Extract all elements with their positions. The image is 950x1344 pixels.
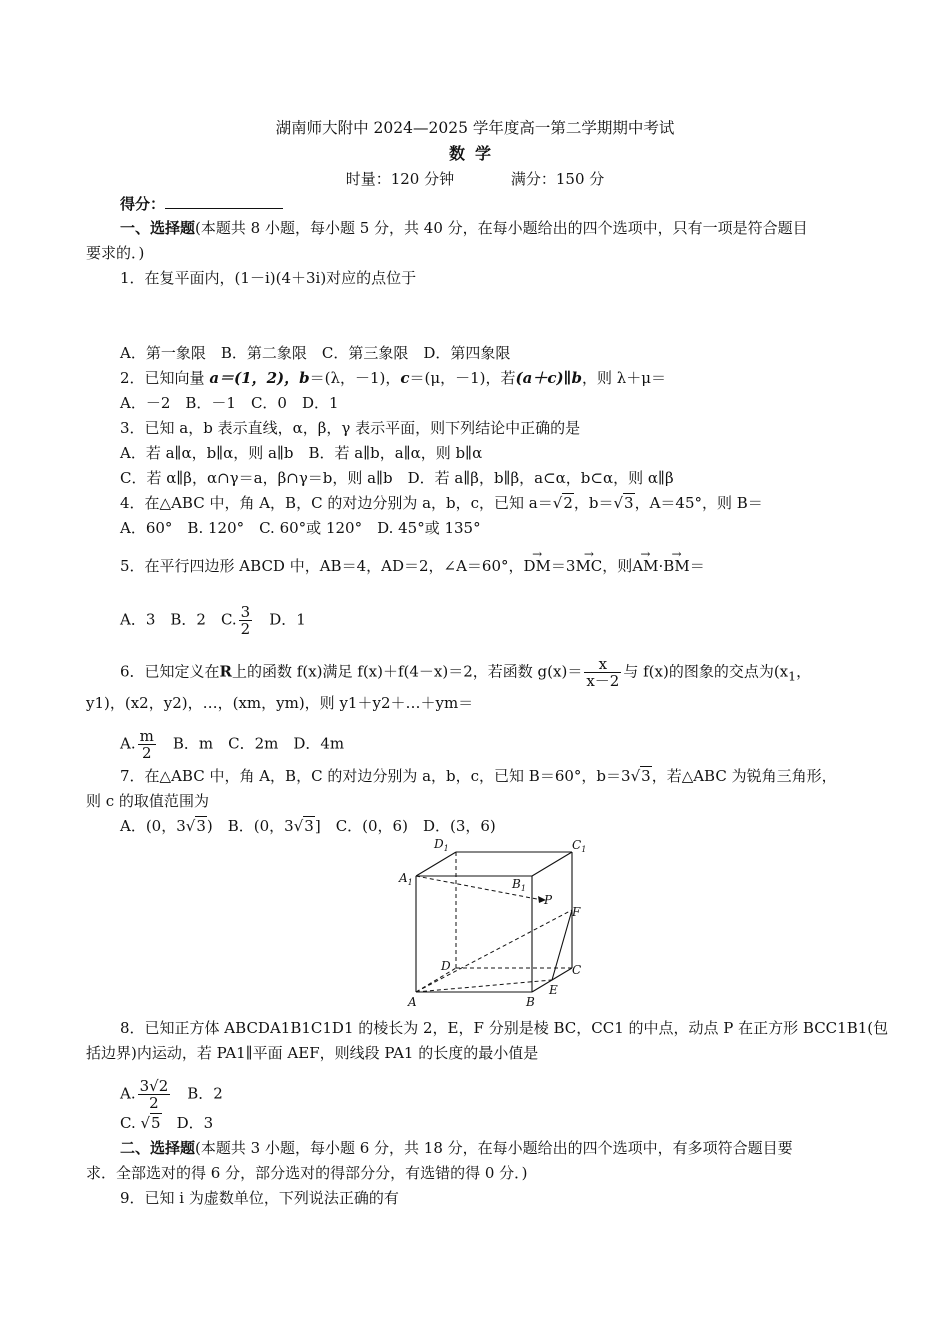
q7-stem: 7．在△ABC 中，角 A，B，C 的对边分别为 a，b，c，已知 B＝60°，b＝3√3，若△ABC 为锐角三角形，	[120, 767, 837, 785]
q7-text-end: ，若△ABC 为锐角三角形，	[651, 767, 837, 785]
q8-options-ab	[120, 1078, 223, 1111]
label-d: D	[441, 959, 451, 973]
q8-opt-a: A.	[120, 1084, 136, 1103]
frac-num: 3	[240, 603, 251, 621]
q3-options-cd: C．若 α∥β，α∩γ＝a，β∩γ＝b，则 a∥b D．若 a∥β，b∥β，a⊂α，b⊂α，则 α∥β	[120, 469, 674, 487]
q5-stem	[120, 556, 705, 576]
q5-opt-ab: A．3 B．2 C.	[120, 610, 237, 629]
frac-den: 2	[149, 1094, 159, 1112]
label-a: A	[408, 995, 417, 1009]
section2-instructions: (本题共 3 小题，每小题 6 分，共 18 分，在每小题给出的四个选项中，有多项符合题目要	[195, 1139, 793, 1157]
section1-line1	[120, 218, 808, 238]
q7-opt-b-root: 3	[304, 817, 314, 835]
q7-opt-b-end: ]	[314, 817, 321, 835]
q7-root: 3	[641, 767, 651, 785]
q5-opt-d: D．1	[254, 610, 306, 629]
label-c: C	[572, 963, 582, 977]
q5-opt-c-fraction	[239, 604, 253, 637]
q8-stem: 8．已知正方体 ABCDA1B1C1D1 的棱长为 2，E，F 分别是棱 BC，CC1 的中点，动点 P 在正方形 BCC1B1(包	[120, 1019, 889, 1037]
q7-opt-b: B．(0，3	[212, 817, 294, 835]
q6-fraction	[584, 656, 621, 689]
q5-then: ，则	[602, 557, 633, 575]
q7-opt-a-root: 3	[196, 817, 206, 835]
label-a1: $A_1$	[399, 871, 413, 887]
q8-opt-a-fraction	[138, 1078, 171, 1111]
q4-text-end: ，A＝45°，则 B＝	[634, 494, 763, 512]
q6-text-mid: 上的函数 f(x)满足 f(x)＋f(4－x)＝2，若函数 g(x)＝	[232, 662, 583, 681]
q4-stem: 4．在△ABC 中，角 A，B，C 的对边分别为 a，b，c，已知 a＝√2，b＝√3，A＝45°，则 B＝	[120, 494, 763, 512]
frac-den: x－2	[586, 672, 620, 690]
section2-line1	[120, 1138, 793, 1158]
q6-opt-a: A.	[120, 734, 136, 753]
q7-line2: 则 c 的取值范围为	[86, 792, 209, 810]
q6-options	[120, 728, 344, 761]
q8-opt-d: D．3	[161, 1114, 214, 1132]
label-c1: $C_1$	[572, 838, 587, 854]
q7-options: A．(0，3√3) B．(0，3√3] C．(0，6) D．(3，6)	[120, 817, 496, 835]
score-label: 得分：	[120, 195, 166, 213]
time-limit: 时量：120 分钟	[345, 170, 455, 188]
label-f: F	[572, 905, 581, 919]
q2-text: 2．已知向量	[120, 369, 210, 387]
frac-den: 2	[240, 620, 251, 638]
q6-R: R	[219, 662, 233, 681]
q5-end: ＝	[689, 557, 705, 575]
edge-b1c1	[532, 852, 572, 876]
q5-options	[120, 604, 306, 637]
q3-stem: 3．已知 a，b 表示直线，α，β，γ 表示平面，则下列结论中正确的是	[120, 419, 581, 437]
exam-title: 湖南师大附中 2024—2025 学年度高一第二学期期中考试	[275, 119, 675, 137]
section1-instructions: (本题共 8 小题，每小题 5 分，共 40 分，在每小题给出的四个选项中，只有一项是符合题目	[195, 219, 808, 237]
q8-options-cd: C. √5 D．3	[120, 1114, 214, 1132]
q6-text-end: 与 f(x)的图象的交点为(x	[623, 662, 789, 681]
q7-opt-cd: C．(0，6) D．(3，6)	[320, 817, 496, 835]
q1-stem: 1．在复平面内，(1－i)(4＋3i)对应的点位于	[120, 269, 417, 287]
q2-vector-ab: a＝(1，2)，b	[209, 369, 310, 387]
q4-options: A．60° B. 120° C. 60°或 120° D. 45°或 135°	[120, 519, 481, 537]
label-b1: $B_1$	[512, 877, 526, 893]
q6-stem: 6．已知定义在R上的函数 f(x)满足 f(x)＋f(4－x)＝2，若函数 g(x)＝ $\frac{x}{x-2}$ 与 f(x)的图象的交点为($x_1$，	[120, 655, 812, 690]
q6-text: 6．已知定义在	[120, 662, 220, 681]
q3-options-ab: A．若 a∥α，b∥α，则 a∥b B．若 a∥b，a∥α，则 b∥α	[120, 444, 483, 462]
q4-text: 4．在△ABC 中，角 A，B，C 的对边分别为 a，b，c，已知 a＝	[120, 494, 553, 512]
q5-vector-am: → AM	[632, 556, 658, 576]
q8-opt-c: C.	[120, 1114, 141, 1132]
q2-parallel: (a＋c)∥b	[515, 369, 582, 387]
q2-text-b: ＝(λ，－1)，	[309, 369, 401, 387]
section2-line2: 求．全部选对的得 6 分，部分选对的得部分分，有选错的得 0 分．)	[86, 1164, 528, 1182]
exam-timing	[0, 169, 950, 189]
section1-line2: 要求的．)	[86, 244, 145, 262]
q8-line2: 括边界)内运动，若 PA1∥平面 AEF，则线段 PA1 的长度的最小值是	[86, 1044, 539, 1062]
frac-num: m	[139, 727, 154, 745]
label-b: B	[526, 995, 535, 1009]
q2-options: A．－2 B．－1 C．0 D．1	[120, 394, 339, 412]
q7-text: 7．在△ABC 中，角 A，B，C 的对边分别为 a，b，c，已知 B＝60°，b＝3	[120, 767, 631, 785]
cube-figure	[396, 836, 592, 1012]
q1-options: A．第一象限 B．第二象限 C．第三象限 D．第四象限	[120, 344, 511, 362]
subject-heading: 数学	[448, 144, 501, 163]
q5-dot: ·	[658, 557, 664, 575]
section2-heading: 二、选择题	[120, 1139, 196, 1157]
q5-text: 5．在平行四边形 ABCD 中，AB＝4，AD＝2，∠A＝60°，	[120, 557, 524, 575]
section1-heading: 一、选择题	[120, 219, 196, 237]
frac-den: 2	[141, 744, 152, 762]
q5-vector-dm: → DM	[524, 556, 551, 576]
label-e: E	[549, 983, 558, 997]
q8-opt-b: B．2	[172, 1084, 223, 1103]
label-p: P	[544, 893, 553, 907]
label-d1: $D_1$	[434, 837, 449, 853]
q5-vector-mc: → MC	[575, 556, 602, 576]
hidden-edge-af	[416, 910, 572, 992]
q7-opt-a-end: )	[206, 817, 213, 835]
q2-text-c: ＝(μ，－1)，若	[409, 369, 516, 387]
q2-text-end: ，则 λ＋μ＝	[581, 369, 667, 387]
score-blank	[165, 194, 283, 209]
full-score: 满分：150 分	[510, 170, 605, 188]
q6-opt-rest: B．m C．2m D．4m	[157, 734, 345, 753]
frac-num: 3√2	[139, 1077, 169, 1095]
score-line	[120, 194, 283, 214]
edge-a1d1	[416, 852, 456, 876]
q6-opt-a-fraction	[138, 728, 156, 761]
q2-vector-c: c	[400, 369, 410, 387]
q4-root-a: 2	[563, 494, 573, 512]
q5-eq: ＝3	[550, 557, 576, 575]
q5-vector-bm: → BM	[663, 556, 689, 576]
q6-line2: y1)，(x2，y2)，…，(xm，ym)，则 y1＋y2＋…＋ym＝	[86, 694, 474, 712]
q7-opt-a: A．(0，3	[120, 817, 186, 835]
frac-num: x	[584, 656, 621, 673]
q4-text-mid: ，b＝	[573, 494, 614, 512]
q8-opt-c-root: 5	[151, 1114, 161, 1132]
q2-stem	[120, 368, 666, 388]
q4-root-b: 3	[624, 494, 634, 512]
q9-stem: 9．已知 i 为虚数单位，下列说法正确的有	[120, 1189, 399, 1207]
